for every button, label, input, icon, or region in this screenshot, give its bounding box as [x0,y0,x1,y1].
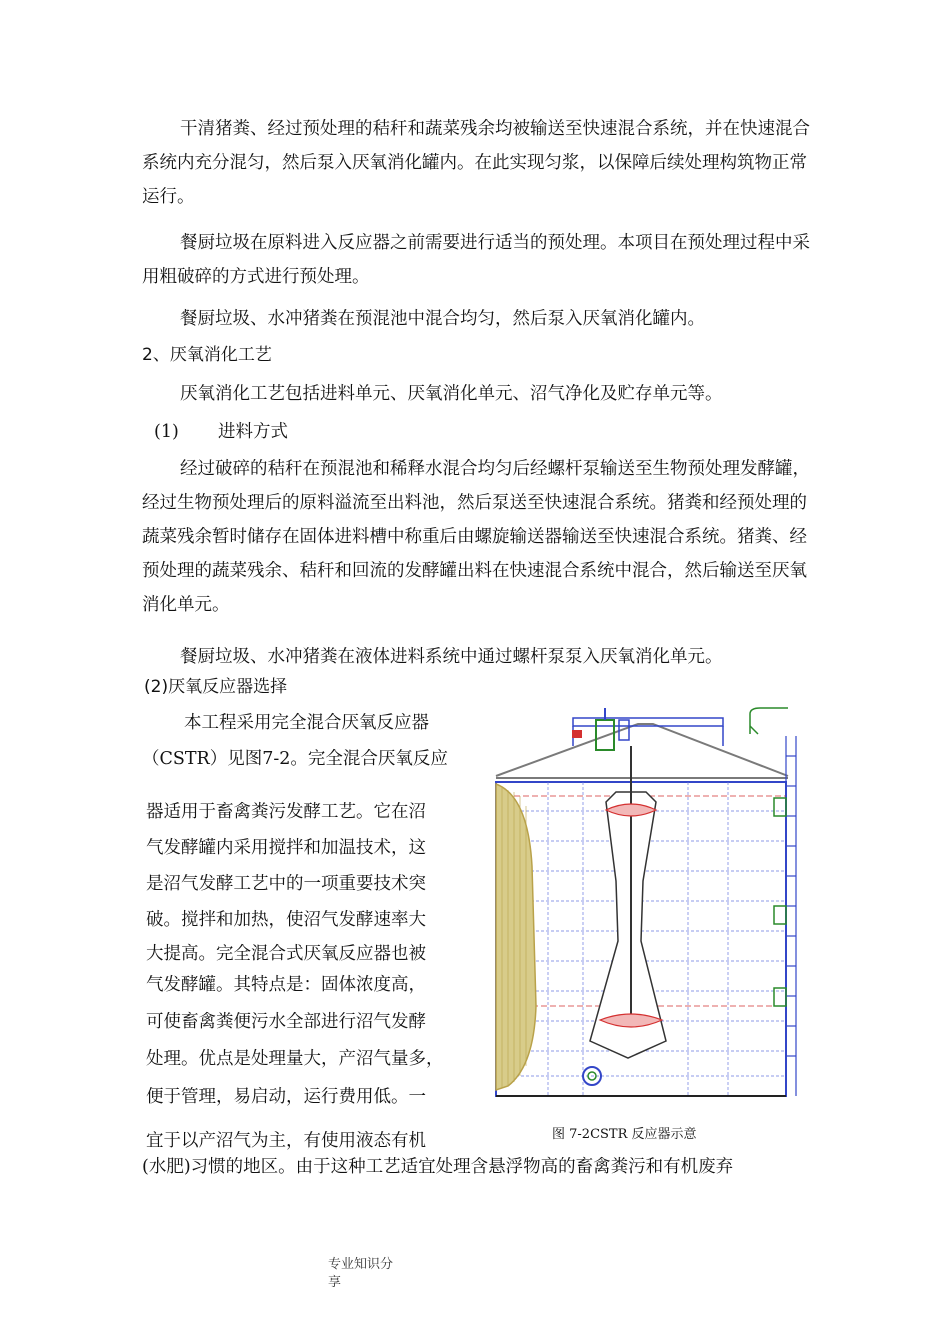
page-footer: 专业知识分 享 [328,1257,394,1290]
body-line: 本工程采用完全混合厌氧反应器 [184,713,429,733]
paragraph-7: (水肥)习惯的地区。由于这种工艺适宜处理含悬浮物高的畜禽粪污和有机废弃 [142,1157,734,1177]
paragraph-2: 餐厨垃圾在原料进入反应器之前需要进行适当的预处理。本项目在预处理过程中采用粗破碎的方式进行预处理。 [142,233,810,287]
agitator-motor [596,720,614,750]
body-line: 处理。优点是处理量大，产沼气量多， [146,1049,444,1069]
body-line: 气发酵罐内采用搅拌和加温技术，这 [146,838,426,858]
body-line: 大提高。完全混合式厌氧反应器也被 [146,944,426,964]
body-line: （CSTR）见图7-2。完全混合厌氧反应 [142,749,448,769]
subheading-reactor: (2)厌氧反应器选择 [144,677,288,697]
subheading-number: (1) [154,422,179,442]
figure-caption: 图 7-2CSTR 反应器示意 [552,1127,697,1142]
clipped-line-middle [142,937,482,964]
body-line: 便于管理，易启动，运行费用低。一 [146,1087,426,1107]
body-line: 可使畜禽粪便污水全部进行沼气发酵 [146,1012,426,1032]
clipped-line-top [142,742,478,769]
crane-arm [750,708,788,734]
body-line: 破。搅拌和加热，使沼气发酵速率大 [146,910,426,930]
paragraph-1: 干清猪粪、经过预处理的秸秆和蔬菜残余均被输送至快速混合系统，并在快速混合系统内充分混匀，然后泵入厌氧消化罐内。在此实现匀浆，以保障后续处理构筑物正常运行。 [142,119,810,207]
side-ladder [786,736,796,1096]
paragraph-3: 餐厨垃圾、水冲猪粪在预混池中混合均匀，然后泵入厌氧消化罐内。 [180,309,705,329]
section-heading-2: 2、厌氧消化工艺 [142,345,272,365]
tank-roof [496,724,788,776]
paragraph-4: 厌氧消化工艺包括进料单元、厌氧消化单元、沼气净化及贮存单元等。 [180,384,723,404]
clipped-line-bottom [142,1124,482,1151]
body-line: 气发酵罐。其特点是：固体浓度高， [146,975,426,995]
cstr-reactor-figure [488,706,800,1122]
paragraph-6: 餐厨垃圾、水冲猪粪在液体进料系统中通过螺杆泵泵入厌氧消化单元。 [180,647,723,667]
paragraph-5: 经过破碎的秸秆在预混池和稀释水混合均匀后经螺杆泵输送至生物预处理发酵罐，经过生物预处理后的原料溢流至出料池，然后泵送至快速混合系统。猪粪和经预处理的蔬菜残余暂时储存在固体进料槽中称重后由螺旋输送器输送至快速混合系统。猪粪、经预处理的蔬菜残余、秸秆和回流的发酵罐出料在快速混合系统中混合，然后输送至厌氧消化单元。 [142,459,810,615]
subheading-feeding: 进料方式 [218,422,288,442]
body-line: 是沼气发酵工艺中的一项重要技术突 [146,874,426,894]
body-line: 器适用于畜禽粪污发酵工艺。它在沼 [146,802,426,822]
body-line: 宜于以产沼气为主，有使用液态有机 [146,1131,426,1151]
